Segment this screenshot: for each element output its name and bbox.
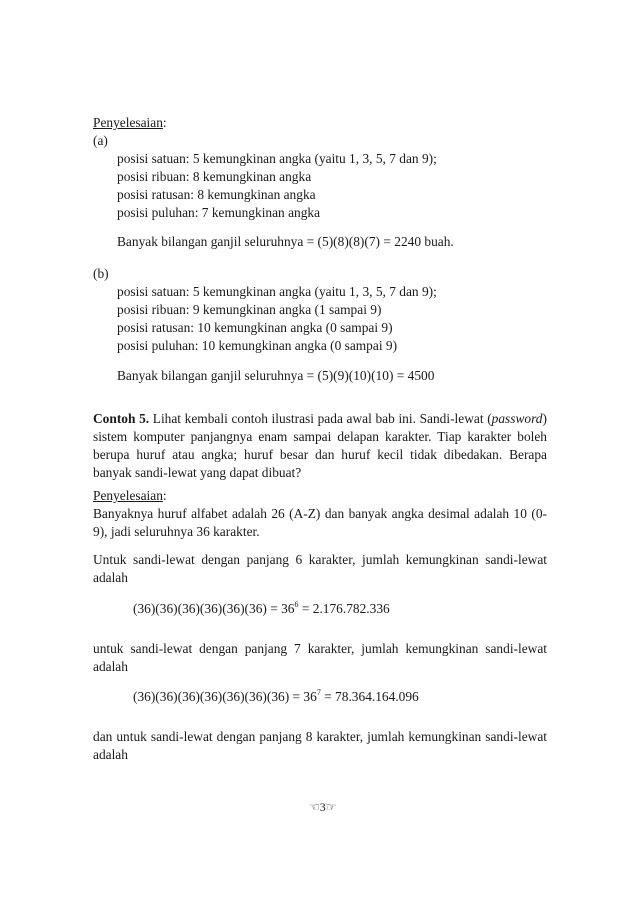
paragraph-length-7: untuk sandi-lewat dengan panjang 7 karakter, jumlah kemungkinan sandi-lewat adalah — [93, 641, 547, 674]
part-a-line: posisi puluhan: 7 kemungkinan angka — [117, 205, 321, 220]
part-b-label: (b) — [93, 266, 109, 281]
part-a-total: Banyak bilangan ganjil seluruhnya = (5)(8)(8)(7) = 2240 buah. — [117, 234, 454, 249]
example-5-text-2: ) sistem komputer panjangnya enam sampai delapan karakter. Tiap karakter boleh berupa huruf atau angka; huruf besar dan huruf kecil tidak dibedakan. Berapa banyak sandi-lewat yang dapat dibuat? — [93, 411, 547, 480]
eq6-exponent: 6 — [294, 600, 299, 609]
document-page — [93, 0, 547, 903]
part-b-line: posisi ribuan: 9 kemungkinan angka (1 sampai 9) — [117, 302, 382, 317]
equation-length-6 — [93, 600, 547, 618]
eq6-right: = 2.176.782.336 — [298, 601, 390, 616]
part-b-total: Banyak bilangan ganjil seluruhnya = (5)(9)(10)(10) = 4500 — [117, 368, 435, 383]
page-footer — [309, 798, 337, 816]
part-a-line: posisi ribuan: 8 kemungkinan angka — [117, 169, 312, 184]
footer-right-ornament-icon: ☞ — [325, 800, 337, 814]
equation-length-7 — [93, 688, 547, 706]
example-5-title: Contoh 5. — [93, 411, 150, 426]
part-b-line: posisi ratusan: 10 kemungkinan angka (0 sampai 9) — [117, 320, 393, 335]
example-5-italic: password — [491, 411, 543, 426]
part-a-line: posisi satuan: 5 kemungkinan angka (yaitu 1, 3, 5, 7 dan 9); — [117, 151, 437, 166]
eq7-left: (36)(36)(36)(36)(36)(36)(36) = 36 — [133, 689, 317, 704]
part-b-line: posisi satuan: 5 kemungkinan angka (yaitu 1, 3, 5, 7 dan 9); — [117, 284, 437, 299]
paragraph-length-6: Untuk sandi-lewat dengan panjang 6 karakter, jumlah kemungkinan sandi-lewat adalah — [93, 552, 547, 585]
solution-heading — [93, 114, 547, 132]
solution-heading-text: Penyelesaian — [93, 115, 163, 130]
eq7-exponent: 7 — [316, 688, 321, 697]
example-5-paragraph — [93, 410, 547, 482]
part-b-line: posisi puluhan: 10 kemungkinan angka (0 sampai 9) — [117, 338, 398, 353]
paragraph-length-8: dan untuk sandi-lewat dengan panjang 8 karakter, jumlah kemungkinan sandi-lewat adalah — [93, 729, 547, 762]
solution-2-heading-colon: : — [162, 488, 167, 503]
part-a-line: posisi ratusan: 8 kemungkinan angka — [117, 187, 316, 202]
solution-2-heading — [93, 487, 547, 505]
example-5-text-1: Lihat kembali contoh ilustrasi pada awal bab ini. Sandi-lewat ( — [149, 411, 492, 426]
eq6-left: (36)(36)(36)(36)(36)(36) = 36 — [133, 601, 295, 616]
eq7-right: = 78.364.164.096 — [320, 689, 419, 704]
page-number: 3 — [319, 800, 326, 814]
part-a-label: (a) — [93, 133, 108, 148]
footer-left-ornament-icon: ☜ — [309, 800, 320, 814]
solution-2-heading-text: Penyelesaian — [93, 488, 163, 503]
solution-heading-colon: : — [162, 115, 167, 130]
solution-2-intro: Banyaknya huruf alfabet adalah 26 (A-Z) dan banyak angka desimal adalah 10 (0-9), jadi seluruhnya 36 karakter. — [93, 506, 547, 539]
